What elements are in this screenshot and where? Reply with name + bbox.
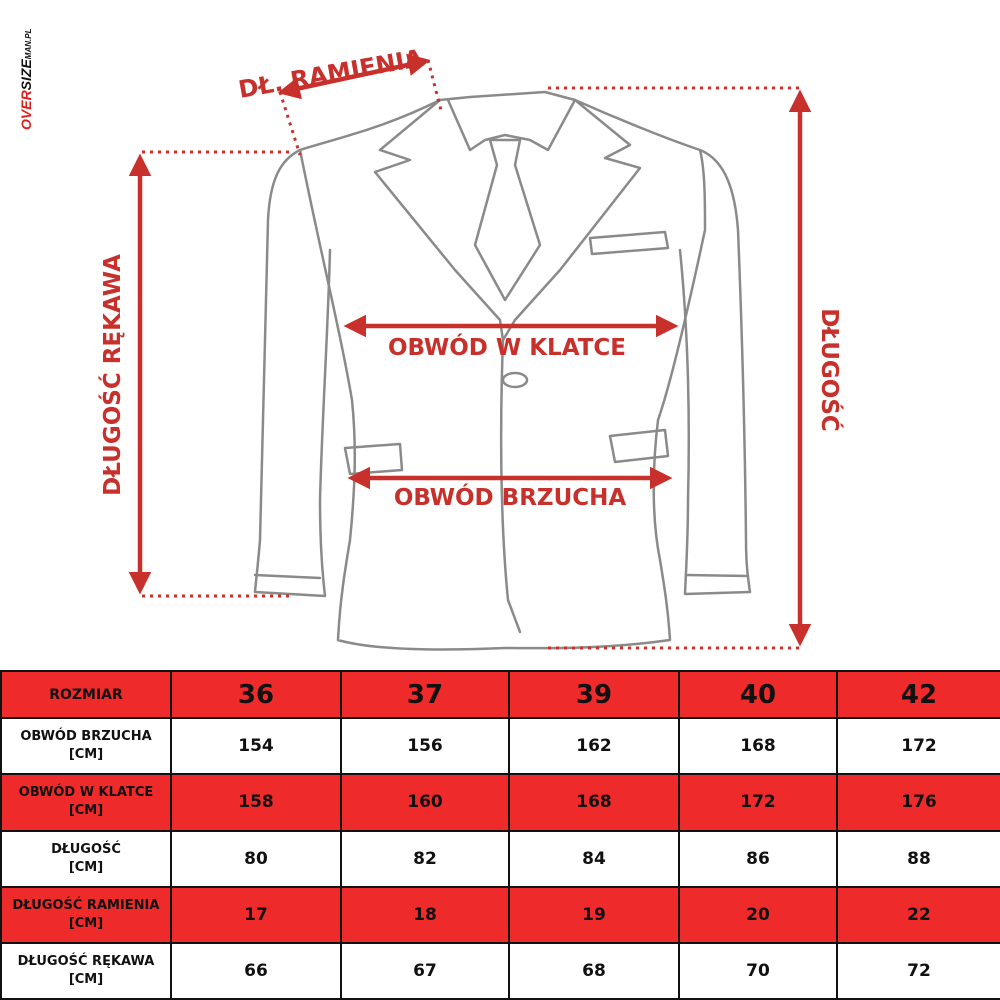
size-37: 37 — [341, 671, 509, 718]
size-40: 40 — [679, 671, 837, 718]
row-unit-text: [CM] — [68, 803, 104, 819]
logo-part-size: SIZE — [18, 59, 34, 91]
table-row — [1, 718, 1000, 774]
row-unit-text: [CM] — [68, 859, 104, 875]
table-cell: 67 — [341, 943, 509, 999]
size-36: 36 — [171, 671, 341, 718]
table-cell: 17 — [171, 887, 341, 943]
row-label-length — [1, 831, 171, 887]
jacket-button — [503, 373, 527, 387]
table-cell: 18 — [341, 887, 509, 943]
size-39: 39 — [509, 671, 679, 718]
table-cell: 160 — [341, 774, 509, 830]
row-label-text: DŁUGOŚĆ — [51, 841, 121, 857]
size-table — [0, 670, 1000, 1000]
table-cell: 22 — [837, 887, 1000, 943]
table-cell: 19 — [509, 887, 679, 943]
row-unit-text: [CM] — [68, 747, 104, 763]
collar — [448, 100, 575, 150]
table-cell: 84 — [509, 831, 679, 887]
table-cell: 158 — [171, 774, 341, 830]
shoulder-guide-left — [280, 92, 300, 155]
sleeve-label: DŁUGOŚĆ RĘKAWA — [100, 254, 126, 496]
table-row — [1, 831, 1000, 887]
left-cuff — [255, 575, 320, 578]
length-label: DŁUGOŚĆ — [816, 308, 842, 432]
table-row — [1, 774, 1000, 830]
row-label-text: DŁUGOŚĆ RAMIENIA — [12, 897, 160, 913]
row-label-chest — [1, 774, 171, 830]
size-header-label: ROZMIAR — [1, 671, 171, 718]
right-lapel — [503, 100, 640, 340]
size-42: 42 — [837, 671, 1000, 718]
shoulder-label: DŁ. RAMIENIA — [236, 43, 426, 104]
table-cell: 80 — [171, 831, 341, 887]
table-cell: 82 — [341, 831, 509, 887]
logo-part-o: O — [18, 119, 34, 130]
breast-pocket — [590, 232, 668, 254]
table-row — [1, 887, 1000, 943]
table-cell: 88 — [837, 831, 1000, 887]
row-label-sleeve — [1, 943, 171, 999]
chest-label: OBWÓD W KLATCE — [388, 335, 626, 361]
right-lower-pocket — [610, 430, 668, 462]
table-cell: 86 — [679, 831, 837, 887]
table-row — [1, 943, 1000, 999]
table-cell: 72 — [837, 943, 1000, 999]
table-cell: 66 — [171, 943, 341, 999]
left-lapel — [375, 100, 503, 340]
table-cell: 68 — [509, 943, 679, 999]
table-cell: 176 — [837, 774, 1000, 830]
tie — [475, 140, 540, 300]
row-label-shoulder — [1, 887, 171, 943]
row-label-waist — [1, 718, 171, 774]
logo-part-ver: VER — [18, 90, 34, 120]
row-unit-text: [CM] — [68, 915, 104, 931]
size-header-row — [1, 671, 1000, 718]
table-cell: 154 — [171, 718, 341, 774]
table-cell: 168 — [509, 774, 679, 830]
row-label-text: OBWÓD BRZUCHA — [20, 729, 152, 745]
table-cell: 172 — [679, 774, 837, 830]
table-cell: 70 — [679, 943, 837, 999]
table-cell: 162 — [509, 718, 679, 774]
left-sleeve — [255, 150, 330, 596]
waist-label: OBWÓD BRZUCHA — [393, 485, 627, 511]
table-cell: 168 — [679, 718, 837, 774]
row-unit-text: [CM] — [68, 971, 104, 987]
size-table-wrapper — [0, 670, 1000, 1000]
table-cell: 172 — [837, 718, 1000, 774]
right-sleeve — [680, 150, 750, 594]
row-label-text: DŁUGOŚĆ RĘKAWA — [17, 953, 155, 969]
right-cuff — [686, 575, 748, 576]
jacket-outline — [255, 92, 750, 650]
row-label-text: OBWÓD W KLATCE — [18, 785, 154, 801]
table-cell: 20 — [679, 887, 837, 943]
logo-part-domain: MAN.PL — [24, 28, 33, 60]
table-cell: 156 — [341, 718, 509, 774]
